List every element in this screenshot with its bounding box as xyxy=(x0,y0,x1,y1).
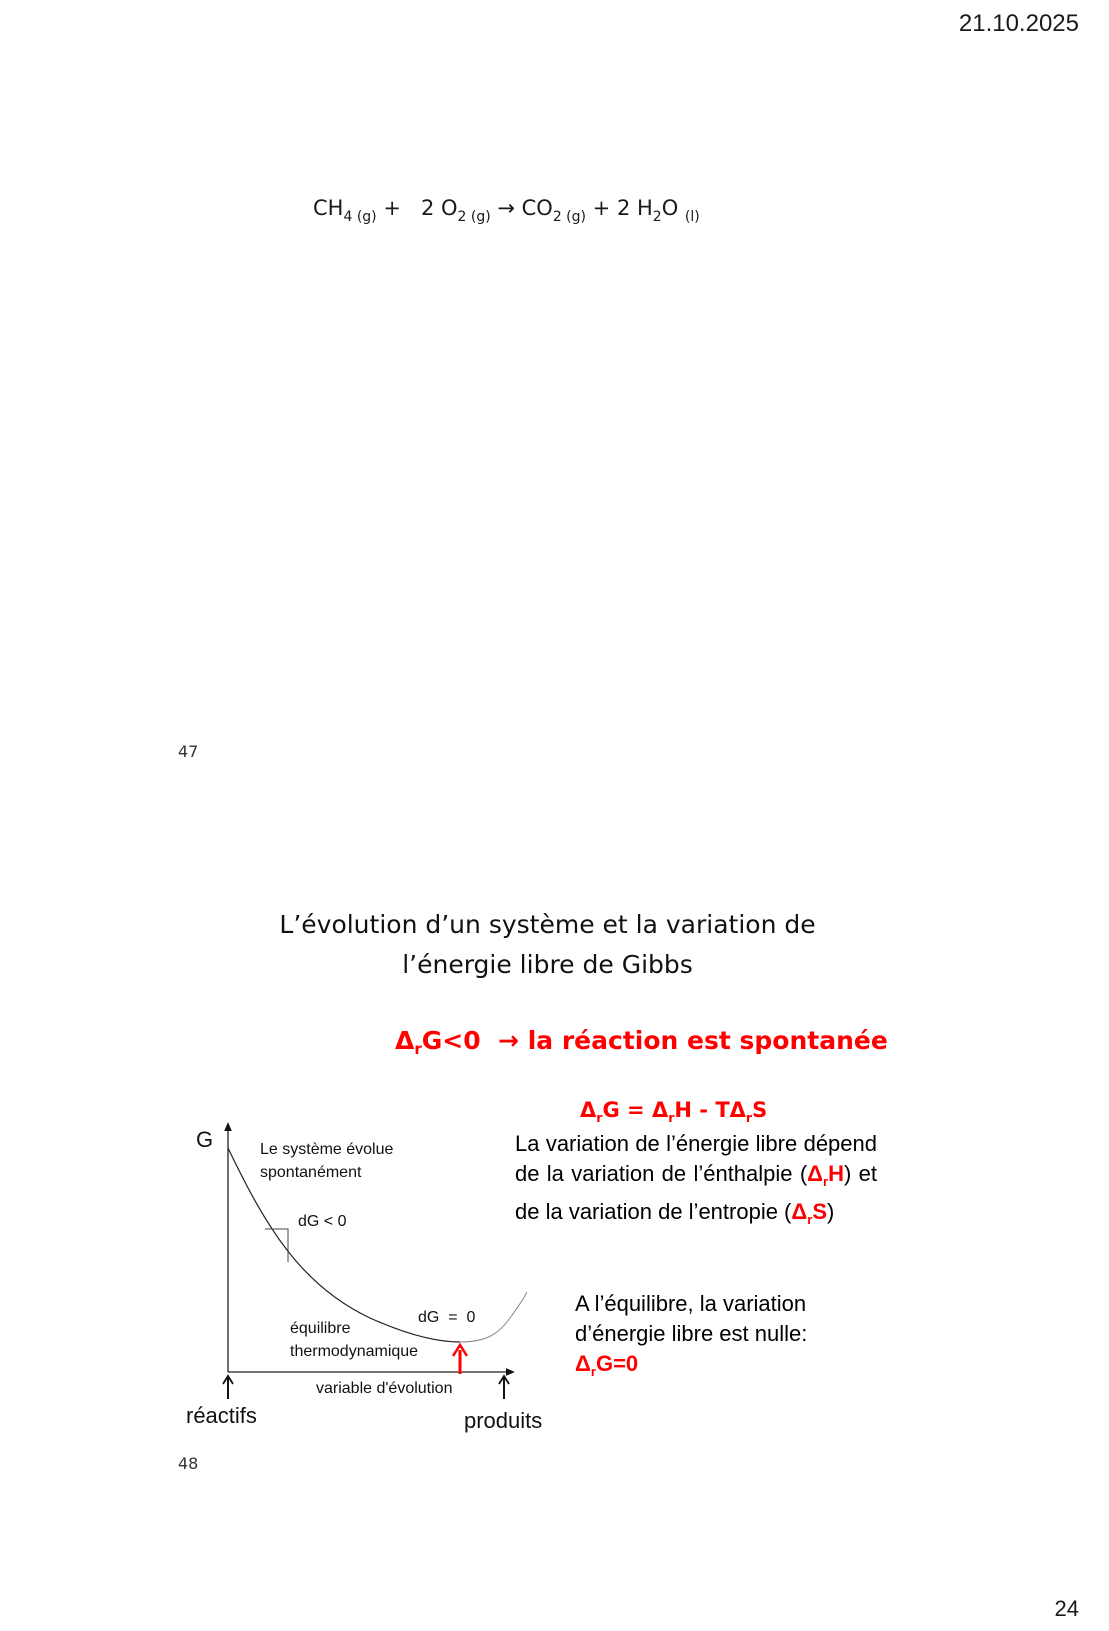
delta-symbol: Δ xyxy=(575,1351,591,1376)
headline-text: la réaction est spontanée xyxy=(519,1026,888,1055)
delta-symbol: Δ xyxy=(791,1199,808,1224)
formula-part: G = Δ xyxy=(602,1098,669,1122)
delta-symbol: Δ xyxy=(807,1161,823,1186)
eq-part: + 2 O xyxy=(376,196,458,220)
equilibrium-dg-label: dG = 0 xyxy=(418,1309,476,1326)
subscript-r: r xyxy=(822,1174,829,1189)
eq-part: O xyxy=(661,196,685,220)
slide-number-47: 47 xyxy=(178,742,199,761)
para-text: ) xyxy=(827,1199,835,1224)
right-arrow-icon: → xyxy=(498,1026,519,1055)
slide-number-48: 48 xyxy=(178,1454,199,1473)
reactants-label: réactifs xyxy=(186,1403,257,1428)
subscript-r: r xyxy=(414,1040,422,1058)
formula-part: Δ xyxy=(580,1098,597,1122)
document-date: 21.10.2025 xyxy=(958,10,1079,37)
formula-part: H - TΔ xyxy=(674,1098,746,1122)
formula-part: S xyxy=(752,1098,768,1122)
para-text: La variation de l’énergie libre dépend de la variation de l’énthalpie ( xyxy=(515,1131,877,1186)
page-number: 24 xyxy=(1054,1596,1079,1621)
slope-label: dG < 0 xyxy=(298,1213,347,1230)
headline-condition: G<0 xyxy=(421,1026,499,1055)
eq-subscript: 2 (g) xyxy=(552,209,586,225)
x-axis-label: variable d'évolution xyxy=(316,1380,453,1397)
eq-part: CH xyxy=(313,196,344,220)
eq-subscript: 4 (g) xyxy=(343,209,377,225)
para-text: ) et de la variation de l’entropie ( xyxy=(515,1161,877,1224)
subscript-r: r xyxy=(668,1110,675,1125)
y-axis-label: G xyxy=(196,1127,214,1152)
eq-subscript: 2 (g) xyxy=(457,209,491,225)
products-label: produits xyxy=(464,1408,543,1433)
subscript-r: r xyxy=(745,1110,753,1125)
enthalpy-letter: H xyxy=(828,1161,845,1186)
delta-symbol: Δ xyxy=(395,1026,415,1055)
eq-subscript: 2 xyxy=(652,209,662,225)
equilibrium-arrow-icon xyxy=(453,1345,467,1374)
slope-triangle-icon xyxy=(265,1229,288,1262)
subscript-r: r xyxy=(590,1364,596,1379)
reactants-arrow-icon xyxy=(223,1376,233,1399)
slide-title-text: L’évolution d’un système et la variation de l’énergie libre de Gibbs xyxy=(279,910,816,979)
spontaneous-label-line2: spontanément xyxy=(260,1164,362,1181)
entropy-letter: S xyxy=(812,1199,828,1224)
products-arrow-icon xyxy=(499,1376,509,1399)
eq-part: → CO xyxy=(490,196,553,220)
subscript-r: r xyxy=(596,1110,603,1125)
spontaneous-label-line1: Le système évolue xyxy=(260,1141,394,1158)
equilibrium-value: G=0 xyxy=(595,1351,639,1376)
equilibrium-label-line2: thermodynamique xyxy=(290,1343,419,1360)
eq-subscript: (l) xyxy=(684,209,700,225)
equilibrium-label-line1: équilibre xyxy=(290,1320,351,1337)
para-text: A l’équilibre, la variation d’énergie libre est nulle: xyxy=(575,1291,808,1346)
subscript-r: r xyxy=(807,1212,813,1227)
eq-part: + 2 H xyxy=(586,196,653,220)
